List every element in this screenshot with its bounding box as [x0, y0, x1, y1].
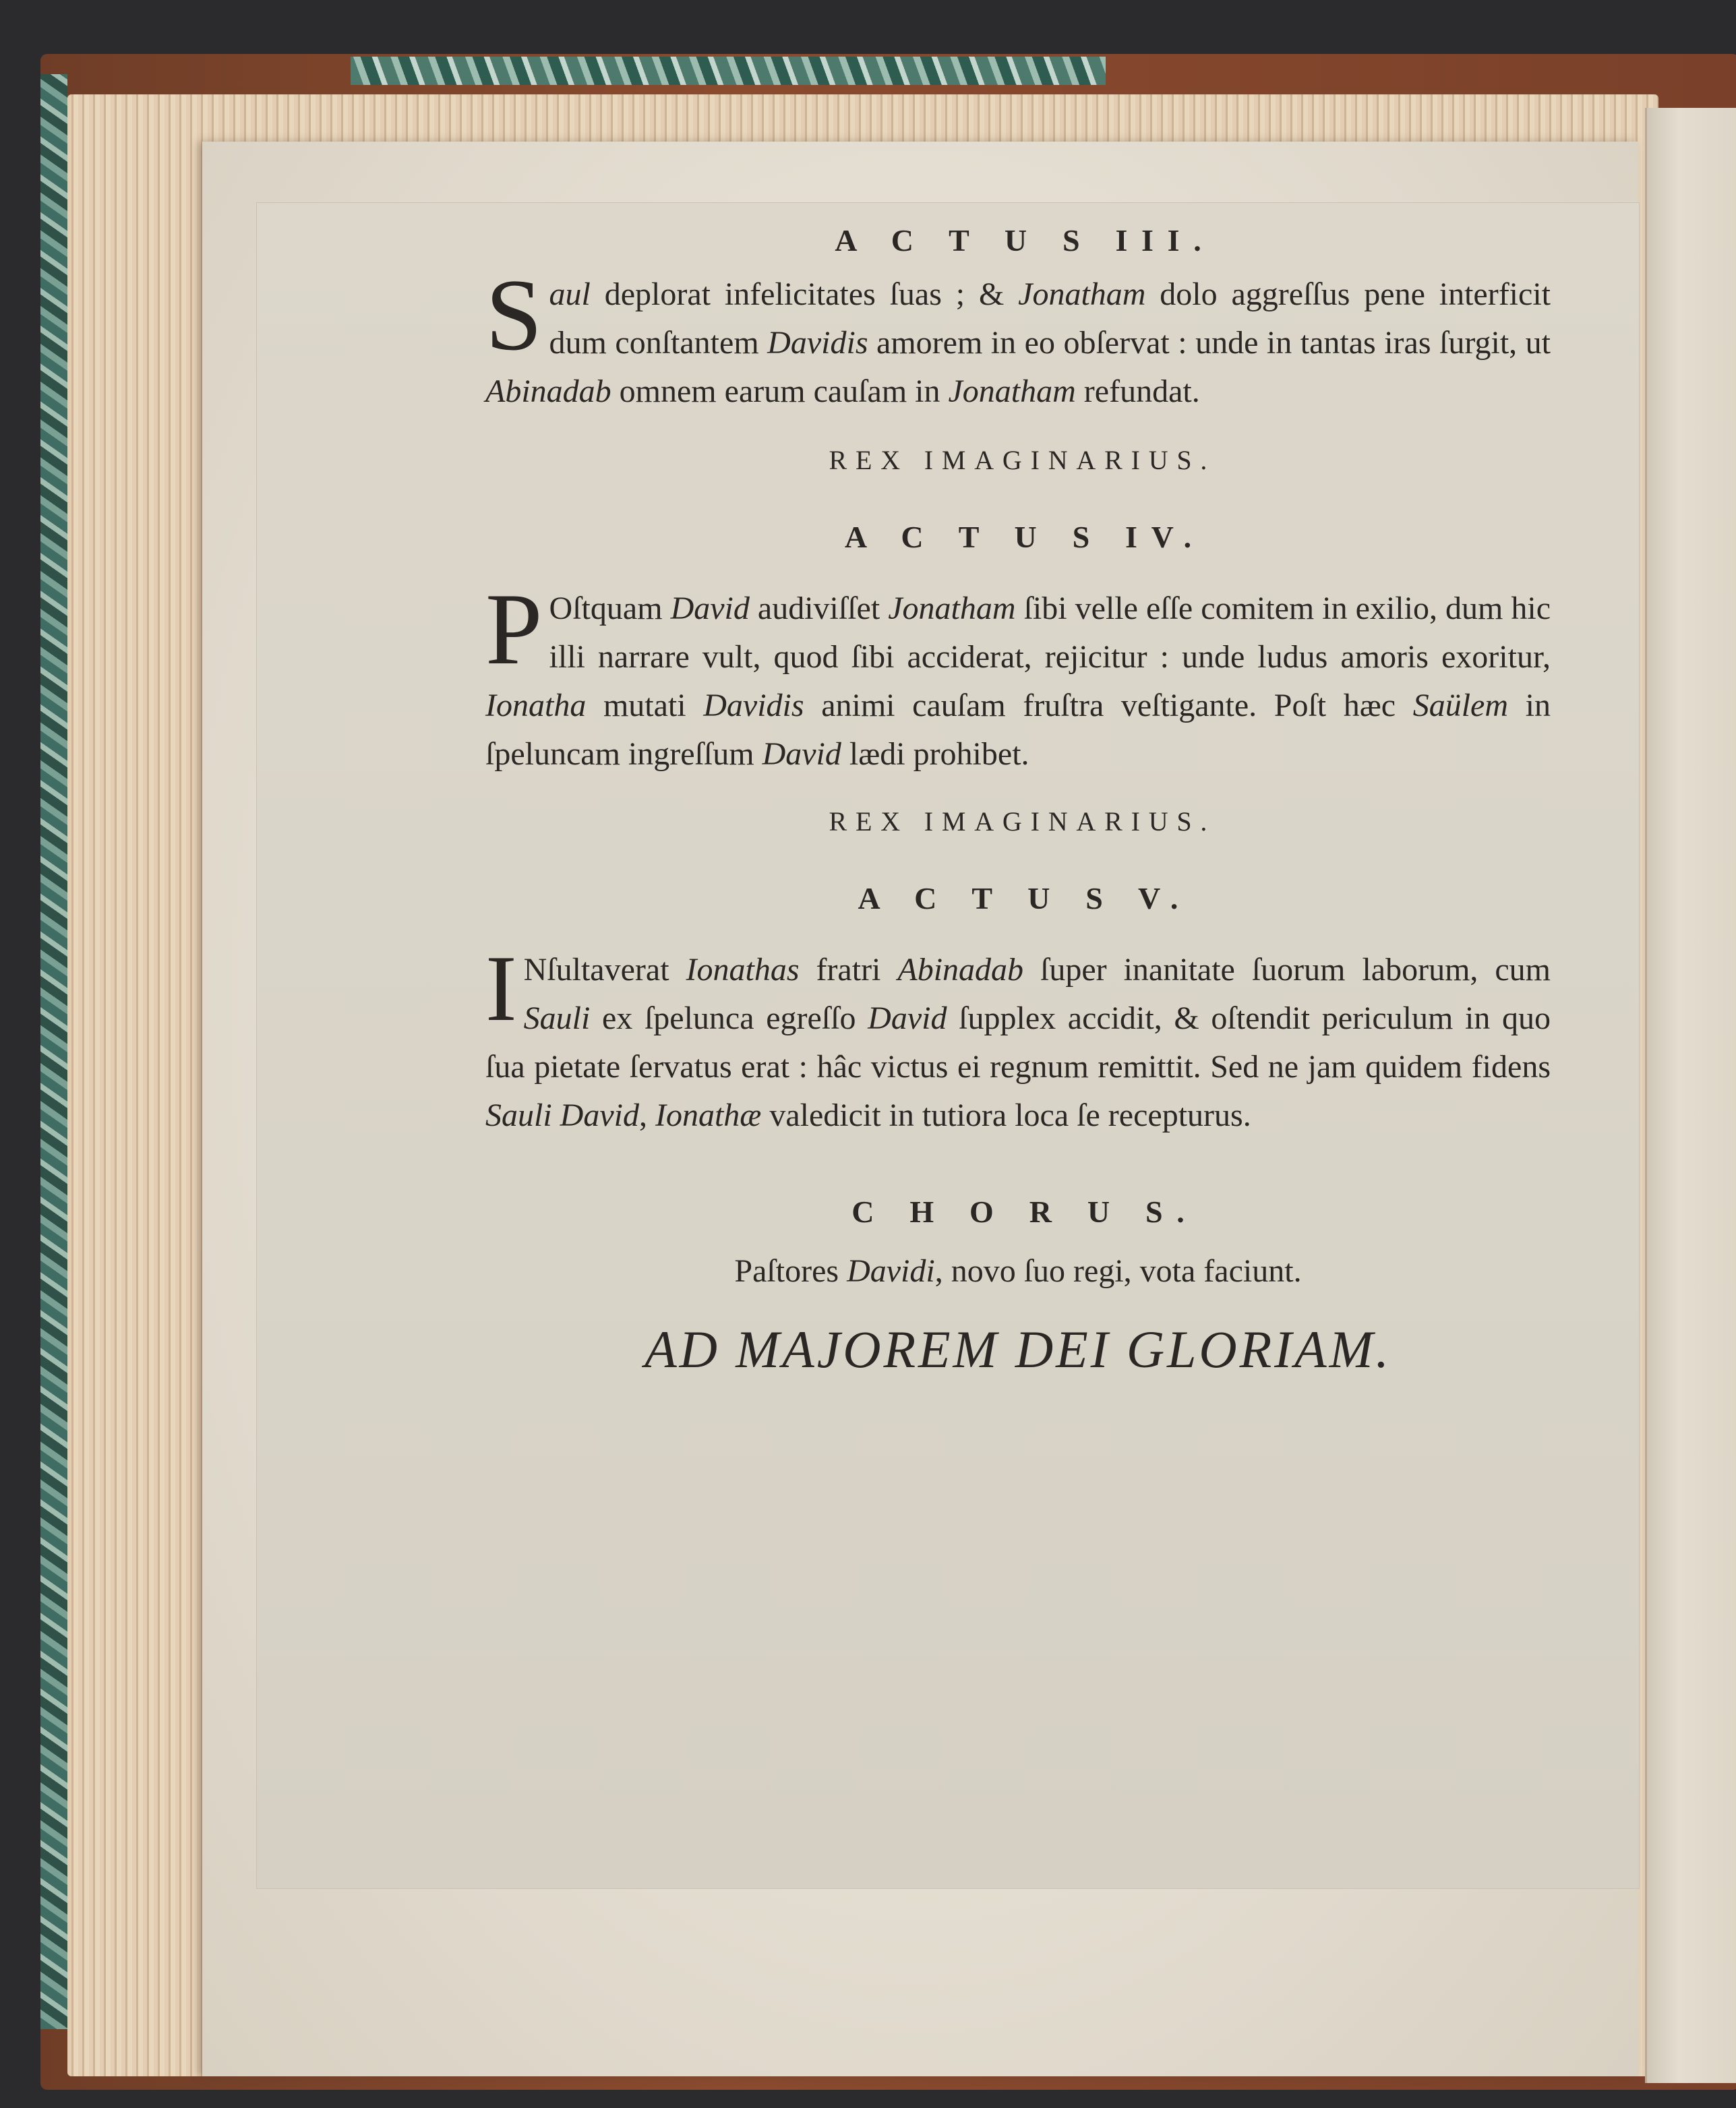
- right-page: [1645, 108, 1736, 2083]
- act-4-heading: A C T U S IV.: [844, 520, 1205, 554]
- act-5-text: Nſultaverat Ionathas fratri Abinadab ſuper inanitate ſuorum laborum, cum Sauli ex ſpelunca egreſſo David ſupplex accidit, & oſtendit periculum in quo ſua pietate ſervatus erat : hâc victus ei regnum remittit. Sed ne jam quidem fidens Sauli David, Ionathæ valedicit in tutiora loca ſe recepturus.: [485, 952, 1551, 1133]
- act-4-subheading: REX IMAGINARIUS.: [829, 806, 1216, 837]
- act-4-dropcap: P: [485, 572, 543, 686]
- chorus-heading: C H O R U S.: [851, 1195, 1199, 1229]
- closing-motto: AD MAJOREM DEI GLORIAM.: [645, 1320, 1391, 1379]
- act-3-text: aul deplorat infelicitates ſuas ; & Jonatham dolo aggreſſus pene interficit dum conſtantem Davidis amorem in eo obſervat : unde in tantas iras ſurgit, ut Abinadab omnem earum cauſam in Jonatham refundat.: [485, 276, 1551, 409]
- page-text: [485, 222, 1551, 1380]
- marbled-edge-top: [351, 57, 1106, 85]
- chorus-text: Paſtores Davidi, novo ſuo regi, vota faciunt.: [734, 1253, 1302, 1289]
- act-3-paragraph: [485, 258, 1551, 416]
- marbled-spine: [40, 74, 67, 2029]
- act-4-text: Oſtquam David audiviſſet Jonatham ſibi velle eſſe comitem in exilio, dum hic illi narrare vult, quod ſibi acciderat, rejicitur : unde ludus amoris exoritur, Ionatha mutati Davidis animi cauſam fruſtra veſtigante. Poſt hæc Saülem in ſpeluncam ingreſſum David lædi prohibet.: [485, 591, 1551, 772]
- act-3-heading: A C T U S III.: [835, 223, 1216, 258]
- act-5-dropcap: I: [485, 936, 517, 1041]
- act-5-heading: A C T U S V.: [858, 881, 1193, 915]
- act-5-paragraph: [485, 936, 1551, 1140]
- act-3-subheading: REX IMAGINARIUS.: [829, 445, 1216, 475]
- act-4-paragraph: [485, 572, 1551, 779]
- act-3-dropcap: S: [485, 258, 543, 371]
